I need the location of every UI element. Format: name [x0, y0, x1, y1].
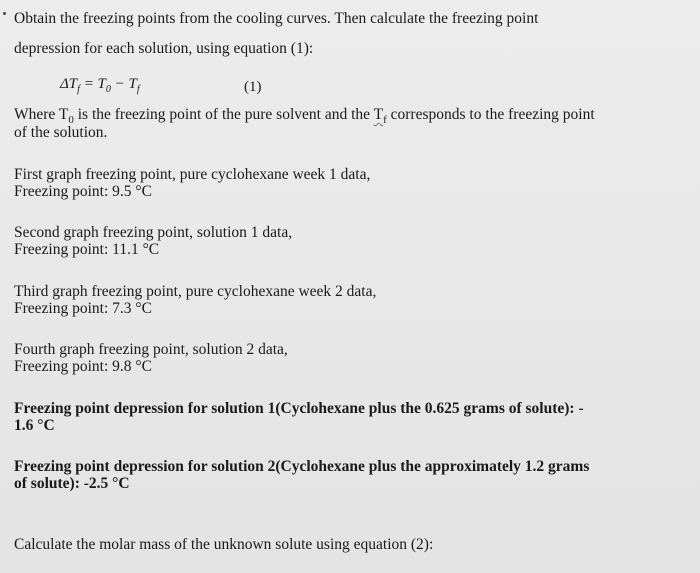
entry-2-title: Second graph freezing point, solution 1 data,	[14, 224, 293, 241]
where-line-2: of the solution.	[14, 124, 108, 141]
entry-4-title: Fourth graph freezing point, solution 2 data,	[14, 341, 288, 358]
molar-mass-instruction: Calculate the molar mass of the unknown solute using equation (2):	[14, 536, 434, 553]
tf-symbol: $T_f$	[373, 106, 387, 127]
intro-line-2: depression for each solution, using equation (1):	[14, 40, 314, 57]
entry-4-value: Freezing point: 9.8 °C	[14, 358, 152, 375]
depression-1-line-1: Freezing point depression for solution 1(Cyclohexane plus the 0.625 grams of solute): -	[14, 400, 584, 417]
equation-formula: $\Delta T_f = T_0 - T_f$	[60, 76, 140, 95]
depression-1-line-2: 1.6 °C	[14, 417, 55, 434]
depression-2-line-1: Freezing point depression for solution 2(Cyclohexane plus the approximately 1.2 grams	[14, 458, 590, 475]
entry-3-title: Third graph freezing point, pure cyclohexane week 2 data,	[14, 283, 377, 300]
entry-3-value: Freezing point: 7.3 °C	[14, 300, 152, 317]
entry-1-value: Freezing point: 9.5 °C	[14, 183, 152, 200]
entry-1-title: First graph freezing point, pure cyclohexane week 1 data,	[14, 166, 371, 183]
intro-line-1: Obtain the freezing points from the cooling curves. Then calculate the freezing point	[14, 10, 539, 27]
bullet-dot	[3, 12, 6, 15]
depression-2-line-2: of solute): -2.5 °C	[14, 475, 130, 492]
equation-number: (1)	[244, 79, 262, 95]
where-line-1: Where $T_0$ is the freezing point of the pure solvent and the $T_f$ corresponds to the freezing point	[14, 106, 595, 127]
entry-2-value: Freezing point: 11.1 °C	[14, 241, 160, 258]
